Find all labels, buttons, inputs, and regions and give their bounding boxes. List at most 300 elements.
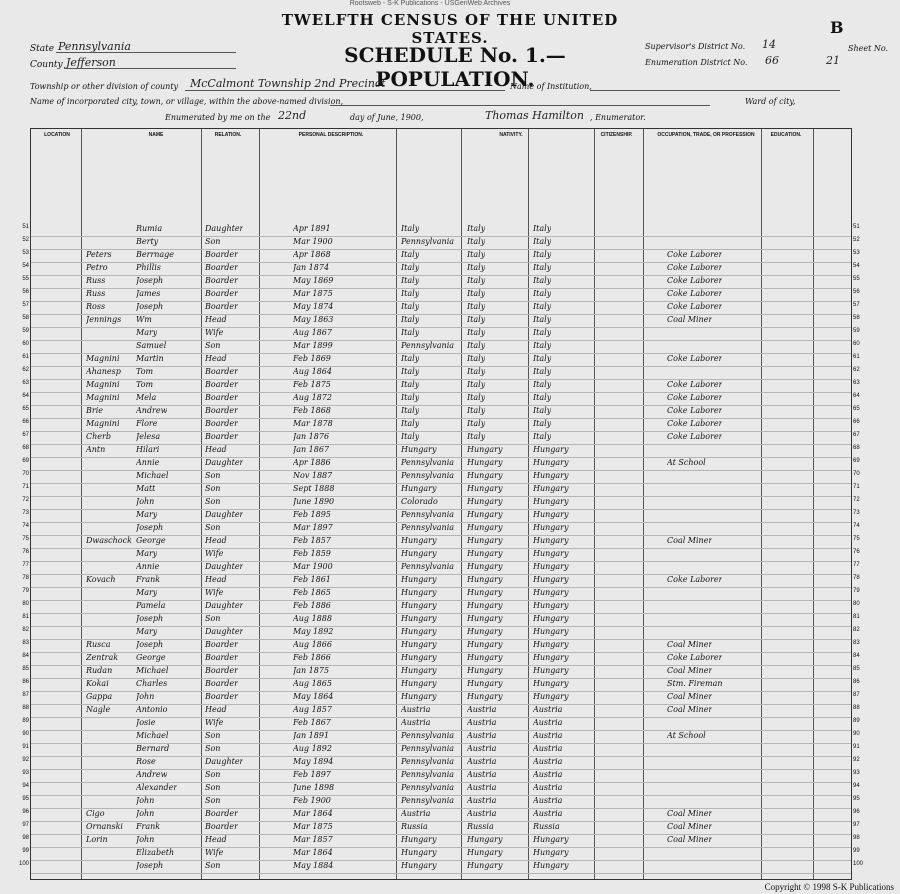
father-birthplace-cell: Italy — [467, 315, 486, 324]
father-birthplace-cell: Austria — [467, 744, 497, 753]
given-name-cell: John — [136, 835, 155, 844]
supervisor-value: 14 — [762, 38, 776, 51]
birthplace-cell: Pennsylvania — [401, 783, 455, 792]
row-number-right: 84 — [853, 653, 860, 659]
birth-cell: Jan 1891 — [293, 731, 330, 740]
occupation-cell: Coke Laborer — [667, 393, 723, 402]
mother-birthplace-cell: Italy — [533, 224, 552, 233]
table-row — [22, 822, 860, 835]
relation-cell: Daughter — [205, 510, 244, 519]
table-row — [22, 380, 860, 393]
table-row — [22, 627, 860, 640]
row-number: 60 — [22, 341, 29, 347]
surname-cell: Rusca — [86, 640, 111, 649]
relation-cell: Boarder — [205, 276, 238, 285]
mother-birthplace-cell: Austria — [533, 796, 563, 805]
ward-label: Ward of city, — [745, 97, 796, 106]
institution-label: Name of Institution, — [510, 82, 592, 91]
row-number-right: 53 — [853, 250, 860, 256]
table-row — [22, 393, 860, 406]
father-birthplace-cell: Hungary — [467, 848, 503, 857]
surname-cell: Russ — [86, 289, 106, 298]
table-row — [22, 744, 860, 757]
given-name-cell: Joseph — [136, 640, 164, 649]
row-number-right: 74 — [853, 523, 860, 529]
birthplace-cell: Hungary — [401, 848, 437, 857]
surname-cell: Magnini — [86, 354, 120, 363]
birthplace-cell: Austria — [401, 705, 431, 714]
father-birthplace-cell: Hungary — [467, 679, 503, 688]
mother-birthplace-cell: Hungary — [533, 692, 569, 701]
given-name-cell: James — [136, 289, 161, 298]
father-birthplace-cell: Hungary — [467, 523, 503, 532]
row-number: 71 — [22, 484, 29, 490]
father-birthplace-cell: Hungary — [467, 484, 503, 493]
enumerated-month: day of June, 1900, — [350, 113, 424, 122]
county-label: County — [30, 60, 63, 70]
row-number-right: 99 — [853, 848, 860, 854]
row-number-right: 82 — [853, 627, 860, 633]
birthplace-cell: Italy — [401, 367, 420, 376]
given-name-cell: Berrnage — [136, 250, 175, 259]
birth-cell: Apr 1886 — [293, 458, 331, 467]
row-number-right: 79 — [853, 588, 860, 594]
occupation-cell: Coke Laborer — [667, 276, 723, 285]
birth-cell: May 1894 — [293, 757, 334, 766]
relation-cell: Boarder — [205, 250, 238, 259]
mother-birthplace-cell: Italy — [533, 250, 552, 259]
relation-cell: Head — [205, 445, 227, 454]
row-number: 96 — [22, 809, 29, 815]
birth-cell: Aug 1865 — [293, 679, 332, 688]
mother-birthplace-cell: Italy — [533, 432, 552, 441]
given-name-cell: Matt — [136, 484, 156, 493]
birth-cell: Feb 1857 — [293, 536, 331, 545]
birth-cell: Feb 1895 — [293, 510, 331, 519]
father-birthplace-cell: Austria — [467, 731, 497, 740]
relation-cell: Boarder — [205, 640, 238, 649]
father-birthplace-cell: Italy — [467, 250, 486, 259]
father-birthplace-cell: Hungary — [467, 627, 503, 636]
given-name-cell: Michael — [136, 731, 169, 740]
table-row — [22, 497, 860, 510]
mother-birthplace-cell: Hungary — [533, 861, 569, 870]
given-name-cell: Mary — [136, 510, 158, 519]
row-number: 97 — [22, 822, 29, 828]
birthplace-cell: Pennsylvania — [401, 757, 455, 766]
row-number-right: 87 — [853, 692, 860, 698]
relation-cell: Boarder — [205, 653, 238, 662]
table-row — [22, 263, 860, 276]
father-birthplace-cell: Hungary — [467, 458, 503, 467]
row-number: 85 — [22, 666, 29, 672]
state-value: Pennsylvania — [58, 40, 131, 53]
row-number: 80 — [22, 601, 29, 607]
surname-cell: Magnini — [86, 419, 120, 428]
given-name-cell: Charles — [136, 679, 168, 688]
birthplace-cell: Pennsylvania — [401, 458, 455, 467]
birth-cell: Jan 1874 — [293, 263, 330, 272]
row-number: 61 — [22, 354, 29, 360]
occupation-cell: Coke Laborer — [667, 419, 723, 428]
given-name-cell: John — [136, 809, 155, 818]
row-number: 91 — [22, 744, 29, 750]
mother-birthplace-cell: Hungary — [533, 549, 569, 558]
birthplace-cell: Italy — [401, 328, 420, 337]
row-number-right: 56 — [853, 289, 860, 295]
occupation-cell: Coke Laborer — [667, 289, 723, 298]
birth-cell: Nov 1887 — [293, 471, 333, 480]
birth-cell: Mar 1900 — [293, 562, 333, 571]
mother-birthplace-cell: Hungary — [533, 445, 569, 454]
row-number: 83 — [22, 640, 29, 646]
given-name-cell: Mary — [136, 549, 158, 558]
row-number: 81 — [22, 614, 29, 620]
row-number-right: 52 — [853, 237, 860, 243]
birth-cell: Aug 1872 — [293, 393, 332, 402]
header-citizenship: CITIZENSHIP. — [600, 132, 633, 138]
county-value: Jefferson — [66, 56, 116, 69]
relation-cell: Wife — [205, 848, 224, 857]
row-number-right: 97 — [853, 822, 860, 828]
table-row — [22, 809, 860, 822]
row-number: 99 — [22, 848, 29, 854]
birthplace-cell: Austria — [401, 809, 431, 818]
given-name-cell: Pamela — [136, 601, 166, 610]
mother-birthplace-cell: Austria — [533, 718, 563, 727]
father-birthplace-cell: Italy — [467, 341, 486, 350]
surname-cell: Kovach — [86, 575, 116, 584]
state-label: State — [30, 44, 55, 54]
row-number: 78 — [22, 575, 29, 581]
birth-cell: Feb 1861 — [293, 575, 331, 584]
given-name-cell: Tom — [136, 367, 154, 376]
row-number: 65 — [22, 406, 29, 412]
table-row — [22, 666, 860, 679]
table-row — [22, 575, 860, 588]
occupation-cell: Coal Miner — [667, 809, 713, 818]
row-number-right: 57 — [853, 302, 860, 308]
row-number: 57 — [22, 302, 29, 308]
row-number: 90 — [22, 731, 29, 737]
birthplace-cell: Hungary — [401, 549, 437, 558]
birth-cell: Mar 1857 — [293, 835, 333, 844]
birthplace-cell: Italy — [401, 224, 420, 233]
birth-cell: May 1869 — [293, 276, 334, 285]
birthplace-cell: Hungary — [401, 666, 437, 675]
row-number: 69 — [22, 458, 29, 464]
table-row — [22, 835, 860, 848]
census-title: TWELFTH CENSUS OF THE UNITED STATES. — [281, 11, 619, 47]
table-row — [22, 315, 860, 328]
father-birthplace-cell: Austria — [467, 705, 497, 714]
birthplace-cell: Italy — [401, 380, 420, 389]
surname-cell: Nagle — [86, 705, 111, 714]
birthplace-cell: Pennsylvania — [401, 731, 455, 740]
father-birthplace-cell: Italy — [467, 237, 486, 246]
surname-cell: Cherb — [86, 432, 111, 441]
birthplace-cell: Austria — [401, 718, 431, 727]
row-number: 79 — [22, 588, 29, 594]
birth-cell: May 1884 — [293, 861, 334, 870]
mother-birthplace-cell: Italy — [533, 328, 552, 337]
surname-cell: Peters — [86, 250, 112, 259]
father-birthplace-cell: Hungary — [467, 653, 503, 662]
row-number-right: 89 — [853, 718, 860, 724]
row-number-right: 91 — [853, 744, 860, 750]
father-birthplace-cell: Austria — [467, 757, 497, 766]
relation-cell: Daughter — [205, 458, 244, 467]
birthplace-cell: Italy — [401, 393, 420, 402]
row-number: 59 — [22, 328, 29, 334]
birthplace-cell: Italy — [401, 276, 420, 285]
mother-birthplace-cell: Italy — [533, 289, 552, 298]
enumeration-label: Enumeration District No. — [645, 58, 748, 67]
birthplace-cell: Italy — [401, 432, 420, 441]
relation-cell: Boarder — [205, 666, 238, 675]
father-birthplace-cell: Hungary — [467, 562, 503, 571]
mother-birthplace-cell: Italy — [533, 302, 552, 311]
father-birthplace-cell: Austria — [467, 718, 497, 727]
table-row — [22, 731, 860, 744]
mother-birthplace-cell: Austria — [533, 744, 563, 753]
row-number-right: 96 — [853, 809, 860, 815]
occupation-cell: Coke Laborer — [667, 380, 723, 389]
table-row — [22, 406, 860, 419]
occupation-cell: Coal Miner — [667, 835, 713, 844]
township-label: Township or other division of county — [30, 82, 179, 91]
birth-cell: Mar 1864 — [293, 809, 333, 818]
birthplace-cell: Hungary — [401, 627, 437, 636]
given-name-cell: Joseph — [136, 276, 164, 285]
row-number-right: 60 — [853, 341, 860, 347]
mother-birthplace-cell: Austria — [533, 757, 563, 766]
mother-birthplace-cell: Italy — [533, 419, 552, 428]
father-birthplace-cell: Austria — [467, 770, 497, 779]
occupation-cell: Coal Miner — [667, 640, 713, 649]
table-row — [22, 224, 860, 237]
father-birthplace-cell: Italy — [467, 328, 486, 337]
row-number-right: 67 — [853, 432, 860, 438]
given-name-cell: Andrew — [136, 770, 168, 779]
given-name-cell: Mary — [136, 627, 158, 636]
relation-cell: Boarder — [205, 419, 238, 428]
row-number-right: 51 — [853, 224, 860, 230]
row-number-right: 85 — [853, 666, 860, 672]
surname-cell: Antn — [86, 445, 106, 454]
father-birthplace-cell: Italy — [467, 289, 486, 298]
occupation-cell: At School — [667, 458, 706, 467]
enumerator-label: , Enumerator. — [590, 113, 646, 122]
birth-cell: Apr 1891 — [293, 224, 331, 233]
surname-cell: Rudan — [86, 666, 113, 675]
given-name-cell: John — [136, 692, 155, 701]
table-row — [22, 302, 860, 315]
row-number-right: 94 — [853, 783, 860, 789]
occupation-cell: Coal Miner — [667, 692, 713, 701]
birth-cell: Mar 1864 — [293, 848, 333, 857]
row-number-right: 68 — [853, 445, 860, 451]
row-number: 51 — [22, 224, 29, 230]
birthplace-cell: Pennsylvania — [401, 510, 455, 519]
mother-birthplace-cell: Hungary — [533, 835, 569, 844]
birthplace-cell: Hungary — [401, 653, 437, 662]
header-location: LOCATION — [44, 132, 70, 138]
mother-birthplace-cell: Italy — [533, 315, 552, 324]
birth-cell: Feb 1859 — [293, 549, 331, 558]
given-name-cell: Joseph — [136, 861, 164, 870]
birth-cell: Mar 1875 — [293, 822, 333, 831]
mother-birthplace-cell: Italy — [533, 341, 552, 350]
relation-cell: Boarder — [205, 692, 238, 701]
birth-cell: Feb 1866 — [293, 653, 331, 662]
birthplace-cell: Hungary — [401, 575, 437, 584]
table-row — [22, 757, 860, 770]
surname-cell: Gappa — [86, 692, 113, 701]
occupation-cell: Coke Laborer — [667, 432, 723, 441]
given-name-cell: George — [136, 653, 166, 662]
birthplace-cell: Hungary — [401, 614, 437, 623]
row-number: 84 — [22, 653, 29, 659]
occupation-cell: Coal Miner — [667, 315, 713, 324]
row-number-right: 88 — [853, 705, 860, 711]
birth-cell: Aug 1867 — [293, 328, 332, 337]
occupation-cell: Coke Laborer — [667, 406, 723, 415]
row-number: 70 — [22, 471, 29, 477]
relation-cell: Daughter — [205, 757, 244, 766]
mother-birthplace-cell: Hungary — [533, 510, 569, 519]
relation-cell: Boarder — [205, 289, 238, 298]
given-name-cell: Joseph — [136, 523, 164, 532]
birth-cell: Sept 1888 — [293, 484, 335, 493]
table-row — [22, 432, 860, 445]
copyright-notice: Copyright © 1998 S-K Publications — [764, 882, 894, 892]
mother-birthplace-cell: Italy — [533, 380, 552, 389]
table-row — [22, 679, 860, 692]
father-birthplace-cell: Hungary — [467, 588, 503, 597]
table-row — [22, 471, 860, 484]
row-number-right: 100 — [853, 861, 864, 867]
mother-birthplace-cell: Italy — [533, 354, 552, 363]
birthplace-cell: Italy — [401, 315, 420, 324]
mother-birthplace-cell: Hungary — [533, 627, 569, 636]
birthplace-cell: Pennsylvania — [401, 341, 455, 350]
mother-birthplace-cell: Austria — [533, 705, 563, 714]
occupation-cell: Coal Miner — [667, 822, 713, 831]
birthplace-cell: Hungary — [401, 445, 437, 454]
table-row — [22, 289, 860, 302]
father-birthplace-cell: Italy — [467, 432, 486, 441]
row-number: 98 — [22, 835, 29, 841]
table-row — [22, 770, 860, 783]
relation-cell: Son — [205, 770, 221, 779]
birth-cell: Aug 1866 — [293, 640, 332, 649]
mother-birthplace-cell: Hungary — [533, 653, 569, 662]
relation-cell: Wife — [205, 549, 224, 558]
row-number-right: 70 — [853, 471, 860, 477]
row-number: 72 — [22, 497, 29, 503]
relation-cell: Boarder — [205, 406, 238, 415]
birthplace-cell: Italy — [401, 419, 420, 428]
relation-cell: Son — [205, 861, 221, 870]
mother-birthplace-cell: Italy — [533, 406, 552, 415]
given-name-cell: Mary — [136, 328, 158, 337]
father-birthplace-cell: Hungary — [467, 549, 503, 558]
row-number-right: 93 — [853, 770, 860, 776]
table-row — [22, 276, 860, 289]
birth-cell: June 1898 — [293, 783, 335, 792]
relation-cell: Boarder — [205, 822, 238, 831]
given-name-cell: Bernard — [136, 744, 170, 753]
father-birthplace-cell: Hungary — [467, 497, 503, 506]
table-row — [22, 445, 860, 458]
birth-cell: Mar 1875 — [293, 289, 333, 298]
header-relation: RELATION. — [214, 132, 242, 138]
birthplace-cell: Hungary — [401, 484, 437, 493]
mother-birthplace-cell: Austria — [533, 731, 563, 740]
row-number-right: 62 — [853, 367, 860, 373]
archive-banner: Rootsweb - S-K Publications - USGenWeb Archives — [349, 0, 511, 7]
table-row — [22, 458, 860, 471]
row-number-right: 72 — [853, 497, 860, 503]
given-name-cell: Tom — [136, 380, 154, 389]
row-number: 58 — [22, 315, 29, 321]
relation-cell: Boarder — [205, 302, 238, 311]
mother-birthplace-cell: Hungary — [533, 536, 569, 545]
mother-birthplace-cell: Hungary — [533, 471, 569, 480]
father-birthplace-cell: Hungary — [467, 575, 503, 584]
table-row — [22, 484, 860, 497]
birth-cell: May 1863 — [293, 315, 334, 324]
birth-cell: Jan 1867 — [293, 445, 330, 454]
row-number: 82 — [22, 627, 29, 633]
table-row — [22, 250, 860, 263]
occupation-cell: Coal Miner — [667, 705, 713, 714]
birth-cell: Aug 1892 — [293, 744, 332, 753]
relation-cell: Son — [205, 731, 221, 740]
relation-cell: Head — [205, 536, 227, 545]
birthplace-cell: Hungary — [401, 601, 437, 610]
birthplace-cell: Russia — [401, 822, 428, 831]
mother-birthplace-cell: Italy — [533, 237, 552, 246]
row-number-right: 59 — [853, 328, 860, 334]
table-row — [22, 614, 860, 627]
table-row — [22, 341, 860, 354]
mother-birthplace-cell: Austria — [533, 783, 563, 792]
surname-cell: Dwaschock — [86, 536, 132, 545]
table-row — [22, 328, 860, 341]
row-number-right: 75 — [853, 536, 860, 542]
row-number-right: 98 — [853, 835, 860, 841]
given-name-cell: Alexander — [136, 783, 178, 792]
birth-cell: Aug 1888 — [293, 614, 332, 623]
relation-cell: Daughter — [205, 601, 244, 610]
given-name-cell: Wm — [136, 315, 152, 324]
row-number-right: 65 — [853, 406, 860, 412]
table-row — [22, 796, 860, 809]
birthplace-cell: Hungary — [401, 861, 437, 870]
father-birthplace-cell: Italy — [467, 224, 486, 233]
given-name-cell: Rumia — [136, 224, 163, 233]
row-number: 76 — [22, 549, 29, 555]
sheet-value: 21 — [826, 54, 840, 67]
given-name-cell: Frank — [136, 822, 161, 831]
birth-cell: Jan 1875 — [293, 666, 330, 675]
surname-cell: Jennings — [86, 315, 122, 324]
father-birthplace-cell: Hungary — [467, 640, 503, 649]
birth-cell: Mar 1897 — [293, 523, 333, 532]
header-occupation: OCCUPATION, TRADE, OR PROFESSION — [657, 132, 755, 138]
